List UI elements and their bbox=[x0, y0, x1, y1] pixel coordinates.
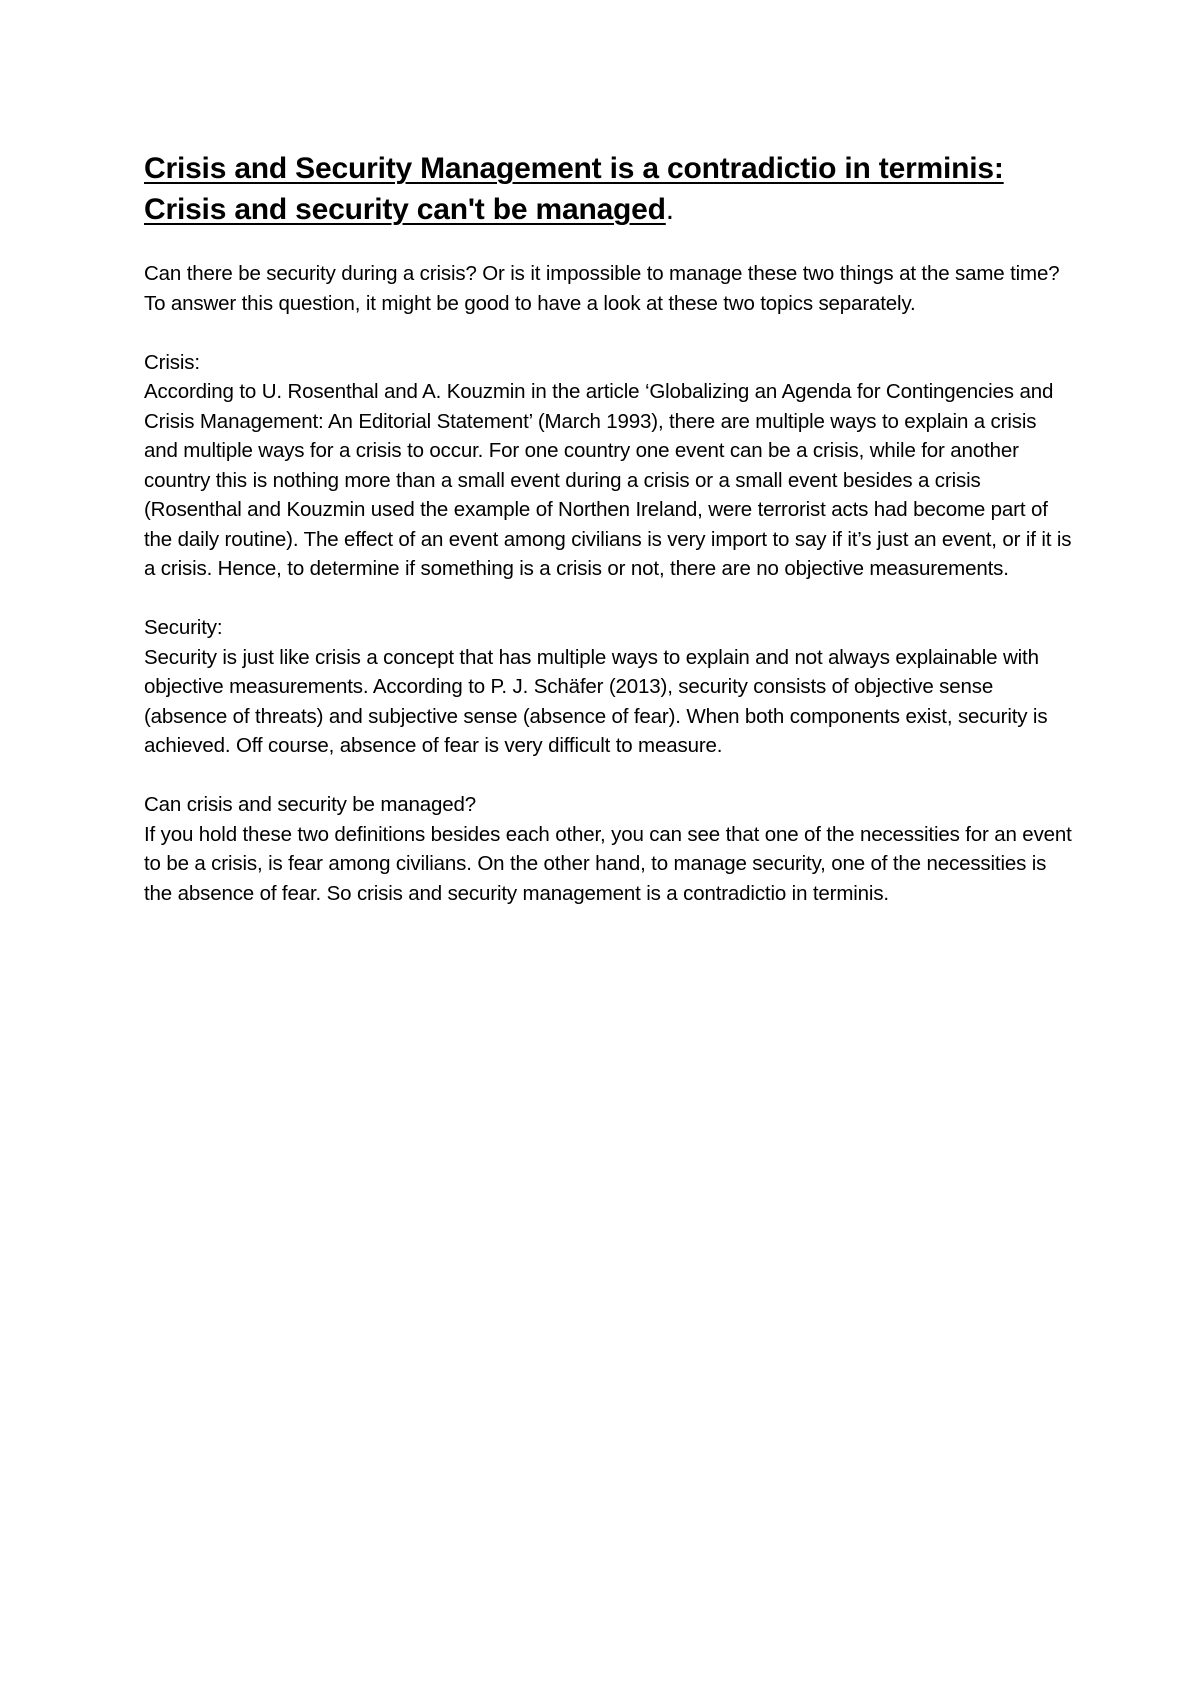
title-line-2: Crisis and security can't be managed bbox=[144, 193, 666, 226]
spacer bbox=[144, 230, 1074, 259]
crisis-paragraph: According to U. Rosenthal and A. Kouzmin in the article ‘Globalizing an Agenda for Contingencies and Crisis Management: An Editorial Statement’ (March 1993), there are multiple ways to explain a crisis and multiple ways for a crisis to occur. For one country one event can be a crisis, while for another country this is nothing more than a small event during a crisis or a small event besides a crisis (Rosenthal and Kouzmin used the example of Northen Ireland, were terrorist acts had become part of the daily routine). The effect of an event among civilians is very import to say if it’s just an event, or if it is a crisis. Hence, to determine if something is a crisis or not, there are no objective measurements. bbox=[144, 380, 1072, 580]
spacer bbox=[144, 318, 1074, 348]
title-period: . bbox=[665, 193, 674, 226]
conclusion-paragraph: If you hold these two definitions besides each other, you can see that one of the necessities for an event to be a crisis, is fear among civilians. On the other hand, to manage security, one of the necessities is the absence of fear. So crisis and security management is a contradictio in terminis. bbox=[144, 822, 1072, 905]
spacer bbox=[144, 761, 1074, 791]
intro-paragraph: Can there be security during a crisis? Or is it impossible to manage these two things at the same time? To answer this question, it might be good to have a look at these two topics separately. bbox=[144, 262, 1060, 315]
document-title bbox=[144, 148, 1074, 230]
document-content bbox=[144, 148, 1074, 908]
spacer bbox=[144, 584, 1074, 614]
managed-heading: Can crisis and security be managed? bbox=[144, 793, 477, 816]
title-line-1: Crisis and Security Management is a contradictio in terminis: bbox=[144, 152, 1004, 185]
security-heading: Security: bbox=[144, 616, 223, 639]
crisis-heading: Crisis: bbox=[144, 350, 200, 374]
security-paragraph: Security is just like crisis a concept that has multiple ways to explain and not always explainable with objective measurements. According to P. J. Schäfer (2013), security consists of objective sense (absence of threats) and subjective sense (absence of fear). When both components exist, security is achieved. Off course, absence of fear is very difficult to measure. bbox=[144, 645, 1048, 757]
